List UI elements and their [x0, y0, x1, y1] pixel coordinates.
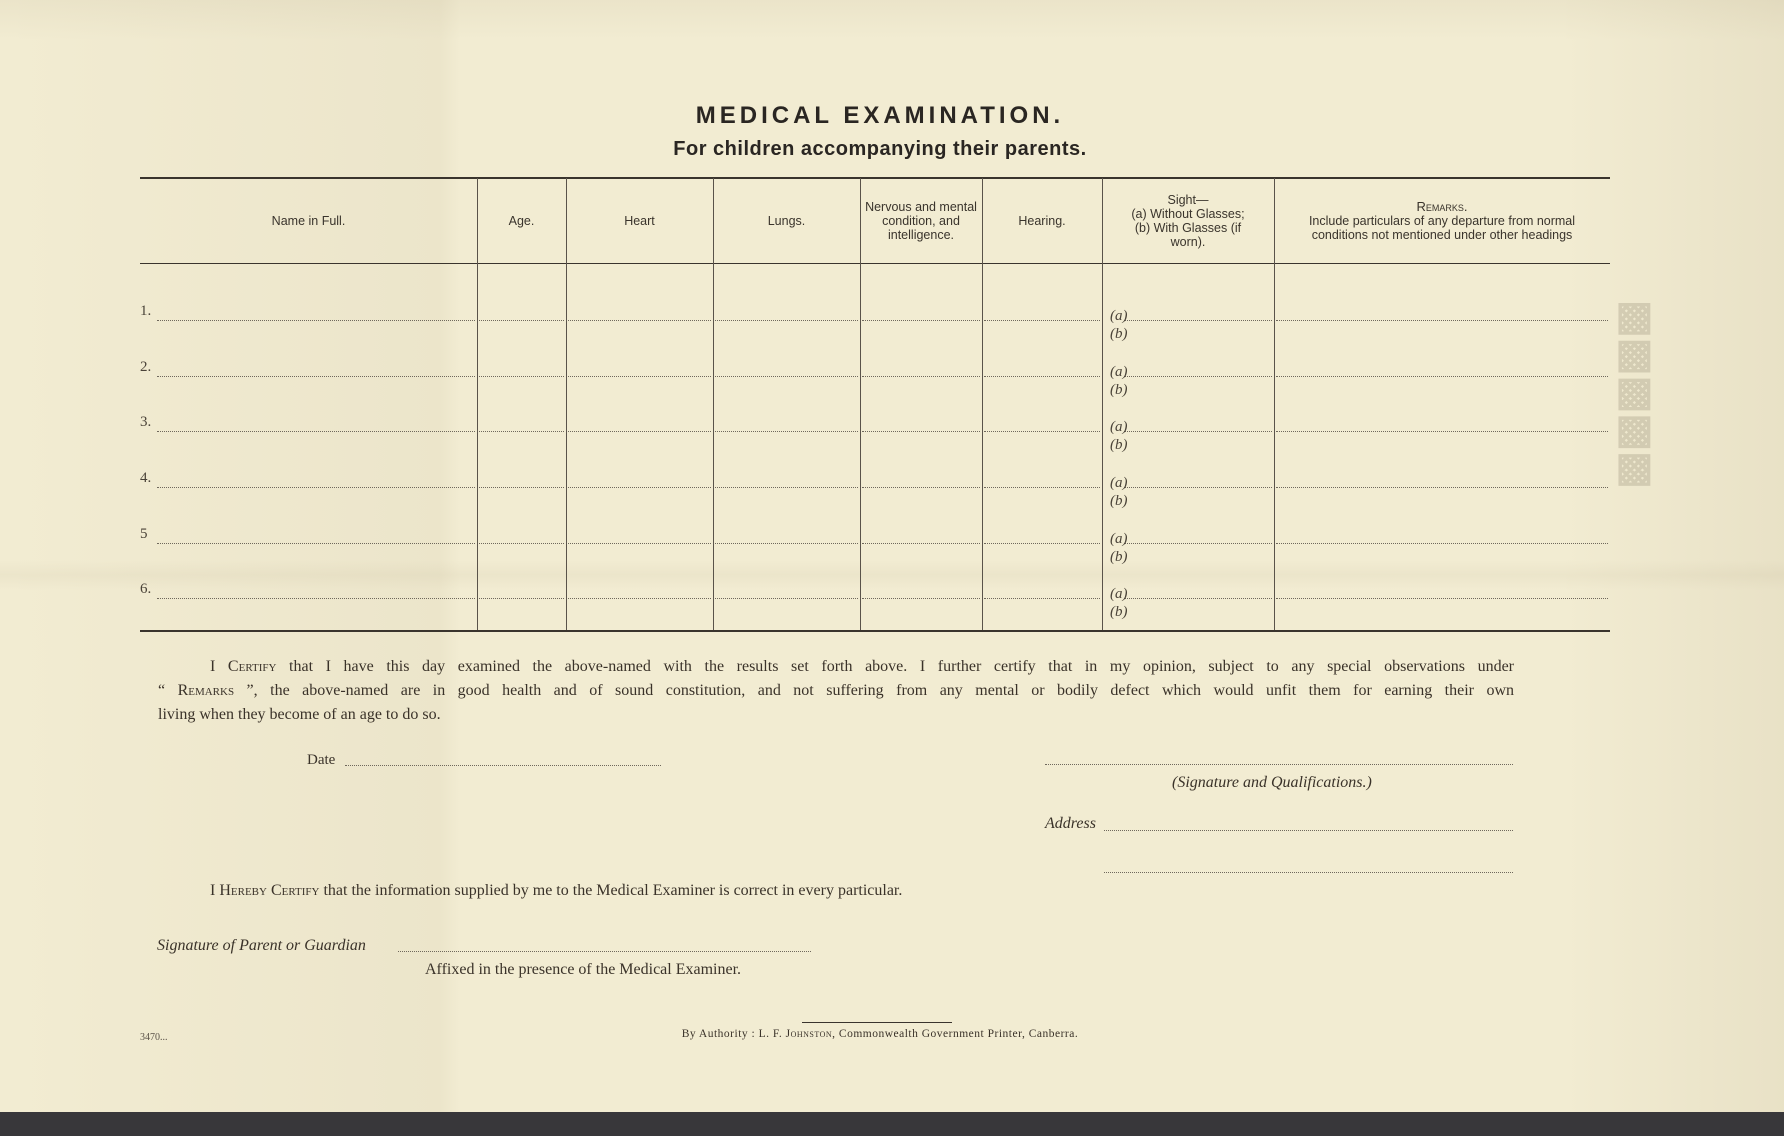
address-label: Address: [1045, 815, 1096, 832]
sight-b-label: (b): [1110, 326, 1128, 342]
row-entry-field[interactable]: [715, 376, 858, 377]
sight-a-label: (a): [1110, 586, 1128, 602]
parent-signature-field[interactable]: [398, 951, 811, 952]
parent-certification: [210, 882, 902, 900]
printer-authority: [0, 1028, 1760, 1040]
row-entry-field[interactable]: [984, 543, 1100, 544]
header-hearing: Hearing.: [1018, 214, 1066, 228]
row-entry-field[interactable]: [1124, 320, 1272, 321]
row-entry-field[interactable]: [157, 376, 475, 377]
row-entry-field[interactable]: [984, 598, 1100, 599]
header-name: Name in Full.: [271, 214, 346, 228]
row-entry-field[interactable]: [1276, 320, 1608, 321]
row-entry-field[interactable]: [862, 431, 980, 432]
sight-a-label: (a): [1110, 475, 1128, 491]
printer-name: Johnston: [785, 1028, 833, 1040]
row-entry-field[interactable]: [568, 487, 711, 488]
row-entry-field[interactable]: [984, 320, 1100, 321]
row-entry-field[interactable]: [568, 431, 711, 432]
sight-b-label: (b): [1110, 437, 1128, 453]
sight-b-label: (b): [1110, 549, 1128, 565]
row-entry-field[interactable]: [568, 376, 711, 377]
address-field-1[interactable]: [1104, 830, 1513, 831]
affixed-note: Affixed in the presence of the Medical Examiner.: [425, 961, 742, 978]
form-number: 3470...: [140, 1032, 168, 1043]
scan-bottom-edge: [0, 1112, 1784, 1136]
row-entry-field[interactable]: [1124, 487, 1272, 488]
certification-line-3: living when they become of an age to do so.: [158, 706, 441, 723]
row-number: 4.: [140, 470, 152, 486]
address-field-2[interactable]: [1104, 872, 1513, 873]
row-entry-field[interactable]: [862, 376, 980, 377]
sight-b-label: (b): [1110, 382, 1128, 398]
sight-a-label: (a): [1110, 364, 1128, 380]
row-entry-field[interactable]: [984, 487, 1100, 488]
row-entry-field[interactable]: [1276, 376, 1608, 377]
row-number: 1.: [140, 303, 152, 319]
certify-lead: I Certify: [210, 658, 277, 675]
row-entry-field[interactable]: [984, 376, 1100, 377]
remarks-quote: “ Remarks ”,: [158, 682, 258, 699]
date-field[interactable]: [345, 765, 661, 766]
header-sight: Sight— (a) Without Glasses; (b) With Glasses (if worn).: [1131, 193, 1245, 249]
row-entry-field[interactable]: [1276, 431, 1608, 432]
table-bottom-rule: [140, 630, 1610, 632]
certification-line-2: [158, 682, 1514, 700]
signature-qualifications-label: (Signature and Qualifications.): [1172, 774, 1372, 791]
row-entry-field[interactable]: [1124, 431, 1272, 432]
sight-b-label: (b): [1110, 604, 1128, 620]
row-entry-field[interactable]: [568, 320, 711, 321]
row-entry-field[interactable]: [568, 543, 711, 544]
signature-field[interactable]: [1045, 764, 1513, 765]
hereby-certify-lead: I Hereby Certify: [210, 882, 320, 899]
row-entry-field[interactable]: [157, 598, 475, 599]
row-entry-field[interactable]: [157, 543, 475, 544]
authority-prefix: By Authority : L. F.: [681, 1028, 786, 1040]
row-number: 5: [140, 526, 148, 542]
row-entry-field[interactable]: [862, 543, 980, 544]
remarks-subtitle: Include particulars of any departure from normal conditions not mentioned under other headings: [1308, 214, 1576, 242]
row-entry-field[interactable]: [715, 543, 858, 544]
row-entry-field[interactable]: [715, 487, 858, 488]
row-entry-field[interactable]: [479, 376, 564, 377]
certify-text: that I have this day examined the above-named with the results set forth above. I further certify that in my opinion, subject to any special observations under: [276, 658, 1514, 675]
row-entry-field[interactable]: [157, 320, 475, 321]
sight-a-label: (a): [1110, 419, 1128, 435]
parent-cert-text: that the information supplied by me to the Medical Examiner is correct in every particular.: [319, 882, 903, 899]
row-entry-field[interactable]: [715, 431, 858, 432]
sight-a-label: (a): [1110, 531, 1128, 547]
row-entry-field[interactable]: [479, 543, 564, 544]
row-entry-field[interactable]: [568, 598, 711, 599]
row-entry-field[interactable]: [479, 598, 564, 599]
header-remarks: [1274, 178, 1610, 264]
row-entry-field[interactable]: [862, 598, 980, 599]
row-number: 2.: [140, 359, 152, 375]
row-entry-field[interactable]: [479, 320, 564, 321]
parent-signature-label: Signature of Parent or Guardian: [157, 937, 366, 954]
header-heart: Heart: [624, 214, 655, 228]
authority-suffix: , Commonwealth Government Printer, Canberra.: [832, 1028, 1079, 1040]
remarks-title: Remarks.: [1416, 199, 1468, 214]
row-entry-field[interactable]: [157, 487, 475, 488]
row-number: 6.: [140, 581, 152, 597]
header-lungs: Lungs.: [767, 214, 806, 228]
header-nervous: Nervous and mental condition, and intelligence.: [865, 200, 977, 242]
row-entry-field[interactable]: [715, 598, 858, 599]
bleed-through-marks: ▩▩▩▩▩: [1615, 300, 1659, 489]
sight-a-label: (a): [1110, 308, 1128, 324]
row-entry-field[interactable]: [1124, 376, 1272, 377]
row-entry-field[interactable]: [479, 487, 564, 488]
row-number: 3.: [140, 414, 152, 430]
row-entry-field[interactable]: [157, 431, 475, 432]
row-entry-field[interactable]: [715, 320, 858, 321]
sight-b-label: (b): [1110, 493, 1128, 509]
form-title: MEDICAL EXAMINATION.: [695, 102, 1065, 129]
header-age: Age.: [508, 214, 535, 228]
row-entry-field[interactable]: [1276, 487, 1608, 488]
certification-line-1: [210, 658, 1514, 676]
row-entry-field[interactable]: [1124, 543, 1272, 544]
footer-rule: [802, 1022, 952, 1023]
row-entry-field[interactable]: [1276, 598, 1608, 599]
row-entry-field[interactable]: [984, 431, 1100, 432]
date-label: Date: [307, 752, 336, 768]
row-entry-field[interactable]: [1276, 543, 1608, 544]
row-entry-field[interactable]: [862, 487, 980, 488]
form-subtitle: For children accompanying their parents.: [673, 138, 1087, 160]
certify-text: the above-named are in good health and of sound constitution, and not suffering from any mental or bodily defect which would unfit them for earning their own: [257, 682, 1515, 699]
row-entry-field[interactable]: [862, 320, 980, 321]
row-entry-field[interactable]: [479, 431, 564, 432]
row-entry-field[interactable]: [1124, 598, 1272, 599]
